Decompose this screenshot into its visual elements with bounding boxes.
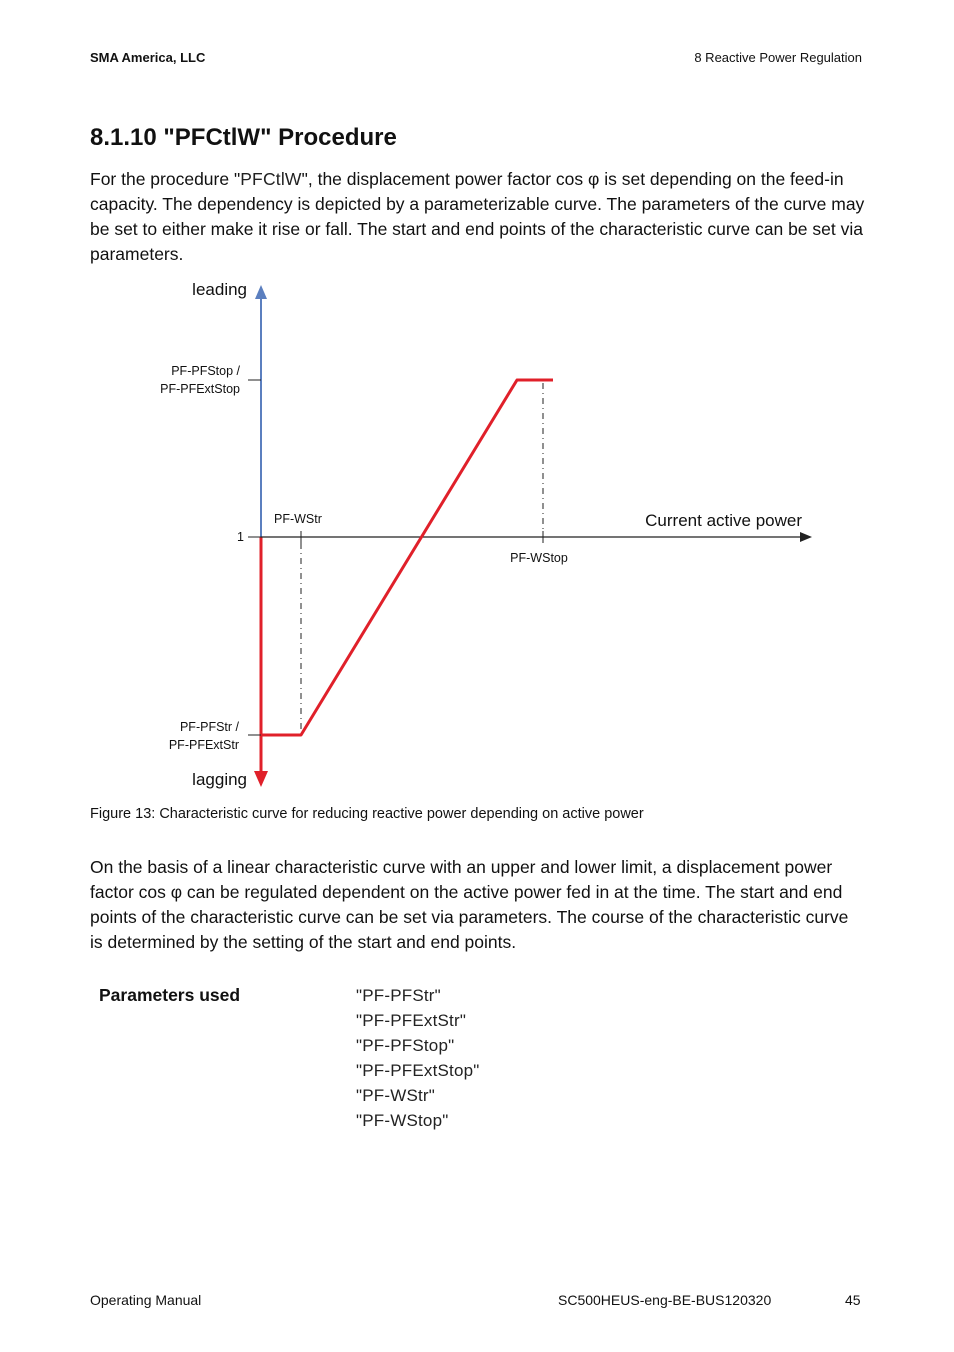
y-tick-lower-label-2: PF-PFExtStr [168, 738, 239, 752]
y-tick-lower-label-1: PF-PFStr / [179, 720, 239, 734]
parameter-item: "PF-PFStr" [356, 986, 441, 1005]
header-chapter: 8 Reactive Power Regulation [694, 50, 862, 65]
y-tick-center-label: 1 [237, 530, 244, 544]
parameter-item: "PF-PFExtStop" [356, 1061, 480, 1080]
intro-post: ", the displacement power factor cos φ is set depending on the feed-in capacity. The dependency is depicted by a parameterizable curve. The parameters of the curve may be set to either make it rise or fall. The start and end points of the characteristic curve can be set via parameters. [90, 169, 865, 264]
x-tick-start-label: PF-WStr [274, 512, 322, 526]
y-axis-lagging-arrowhead [254, 771, 268, 787]
figure-caption: Figure 13: Characteristic curve for reducing reactive power depending on active power [90, 806, 644, 822]
parameters-label: Parameters used [99, 985, 241, 1005]
characteristic-curve-chart [150, 275, 830, 795]
y-tick-upper-label-2: PF-PFExtStop [160, 382, 240, 396]
footer-doc-id: SC500HEUS-eng-BE-BUS120320 [558, 1292, 772, 1308]
x-axis-label: Current active power [645, 511, 802, 530]
y-tick-upper-label-1: PF-PFStop / [171, 364, 240, 378]
parameter-item: "PF-PFExtStr" [356, 1011, 467, 1030]
section-title: 8.1.10 "PFCtlW" Procedure [90, 124, 397, 151]
x-axis-arrowhead [800, 532, 812, 542]
intro-procedure-name: PFCtlW [240, 169, 302, 189]
y-axis-leading-arrowhead [255, 285, 267, 299]
y-label-leading: leading [192, 280, 247, 299]
header-company: SMA America, LLC [90, 50, 206, 65]
parameter-item: "PF-WStop" [356, 1111, 449, 1130]
footer-page-number: 45 [845, 1292, 861, 1308]
parameter-item: "PF-PFStop" [356, 1036, 455, 1055]
body-paragraph: On the basis of a linear characteristic curve with an upper and lower limit, a displacement power factor cos φ can be regulated dependent on the active power fed in at the time. The start and end points of the characteristic curve can be set via parameters. The course of the characteristic curve is determined by the setting of the start and end points. [90, 857, 849, 952]
intro-paragraph [90, 167, 865, 267]
parameter-item: "PF-WStr" [356, 1086, 436, 1105]
x-tick-stop-label: PF-WStop [510, 551, 568, 565]
y-label-lagging: lagging [192, 770, 247, 789]
footer-manual: Operating Manual [90, 1292, 202, 1308]
parameters-list [356, 983, 480, 1133]
intro-pre: For the procedure " [90, 169, 241, 189]
